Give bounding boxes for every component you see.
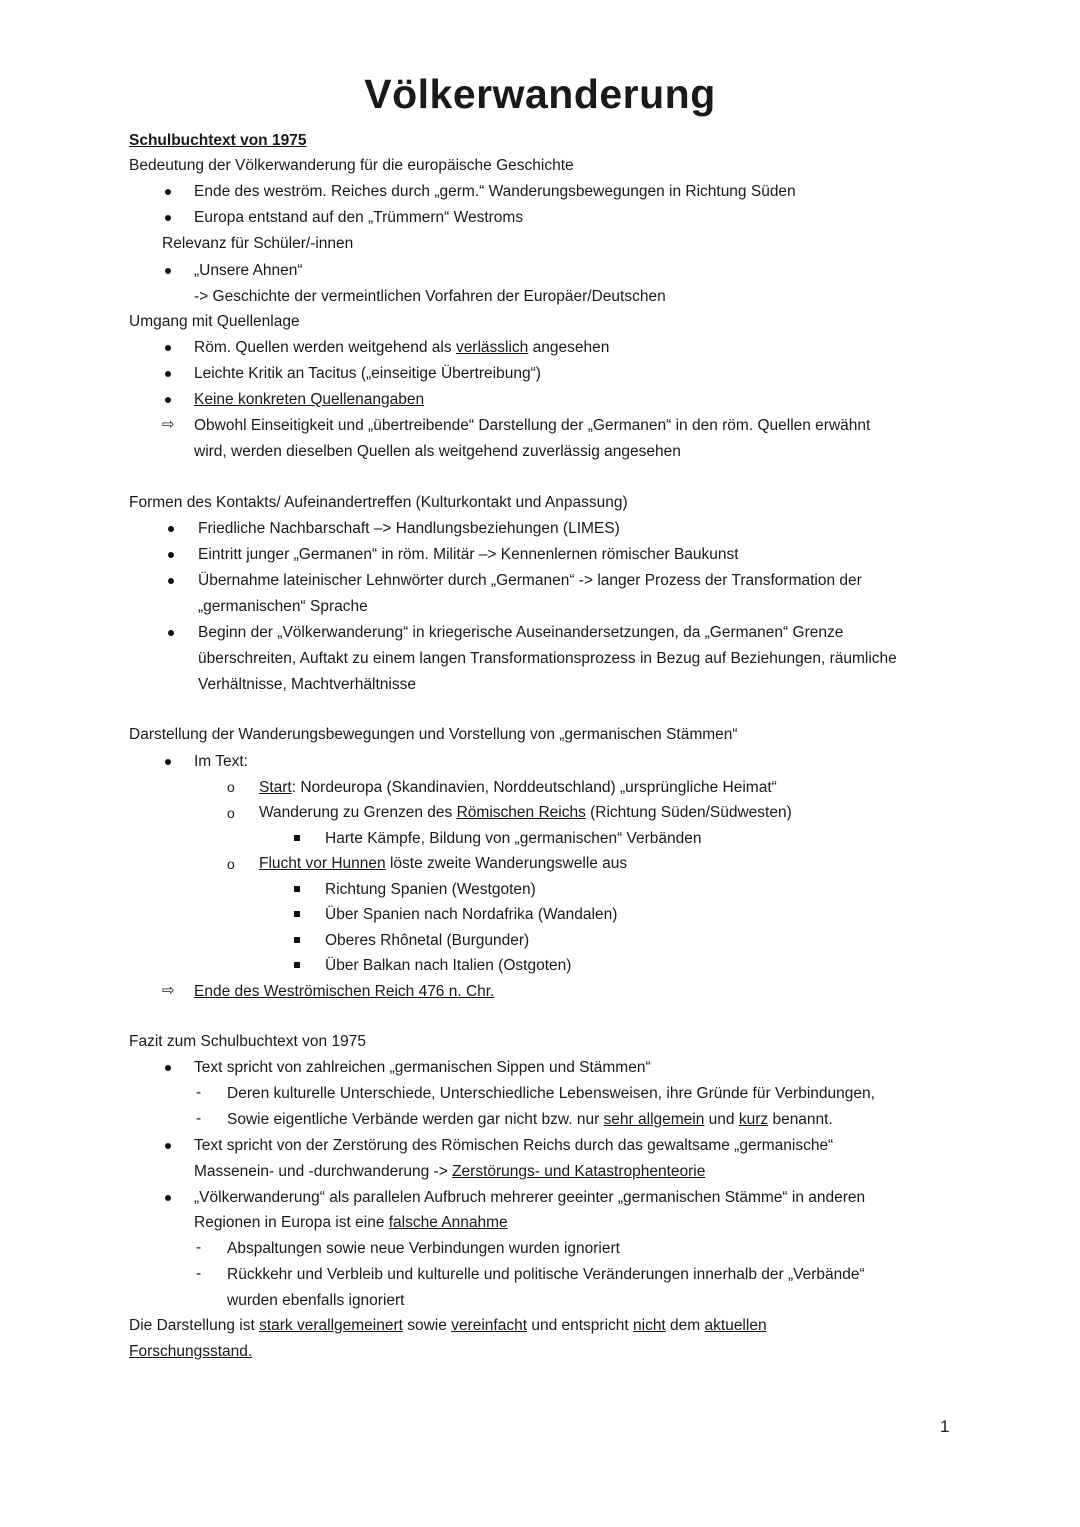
bullet-icon <box>168 526 174 532</box>
list-item-continuation: Verhältnisse, Machtverhältnisse <box>198 676 416 693</box>
list-item: Im Text: <box>194 753 248 770</box>
arrow-right-icon: ⇨ <box>162 416 175 433</box>
dash-bullet-icon: - <box>196 1239 202 1256</box>
page-number: 1 <box>940 1417 950 1436</box>
sub-sub-list-item: Über Balkan nach Italien (Ostgoten) <box>325 957 572 974</box>
list-item: Europa entstand auf den „Trümmern“ Westroms <box>194 209 524 226</box>
list-item: Keine konkreten Quellenangaben <box>194 391 425 408</box>
list-item-continuation: -> Geschichte der vermeintlichen Vorfahren der Europäer/Deutschen <box>194 288 666 305</box>
list-item: Text spricht von der Zerstörung des Römischen Reichs durch das gewaltsame „germanische“ <box>194 1137 834 1154</box>
bullet-icon <box>165 189 171 195</box>
square-bullet-icon <box>294 886 300 892</box>
section-heading-fazit: Fazit zum Schulbuchtext von 1975 <box>129 1033 366 1050</box>
sub-sub-list-item: Harte Kämpfe, Bildung von „germanischen“ Verbänden <box>325 830 702 847</box>
sub-list-item: Start: Nordeuropa (Skandinavien, Norddeutschland) „ursprüngliche Heimat“ <box>259 779 777 796</box>
bullet-icon <box>165 1143 171 1149</box>
list-item-continuation: überschreiten, Auftakt zu einem langen Transformationsprozess in Bezug auf Beziehungen, räumliche <box>198 650 897 667</box>
list-item: Friedliche Nachbarschaft –> Handlungsbeziehungen (LIMES) <box>198 520 620 537</box>
square-bullet-icon <box>294 937 300 943</box>
bullet-icon <box>165 215 171 221</box>
final-statement-continuation: Forschungsstand. <box>129 1343 253 1360</box>
bullet-icon <box>165 371 171 377</box>
list-item: Eintritt junger „Germanen“ in röm. Militär –> Kennenlernen römischer Baukunst <box>198 546 739 563</box>
list-item: Leichte Kritik an Tacitus („einseitige Übertreibung“) <box>194 365 541 382</box>
section-heading-kontakt: Formen des Kontakts/ Aufeinandertreffen (Kulturkontakt und Anpassung) <box>129 494 628 511</box>
bullet-icon <box>168 578 174 584</box>
sub-list-item: Abspaltungen sowie neue Verbindungen wurden ignoriert <box>227 1240 620 1257</box>
list-item: Ende des weström. Reiches durch „germ.“ Wanderungsbewegungen in Richtung Süden <box>194 183 796 200</box>
list-item: „Unsere Ahnen“ <box>194 262 303 279</box>
sub-list-item-continuation: wurden ebenfalls ignoriert <box>227 1292 405 1309</box>
bullet-icon <box>165 759 171 765</box>
square-bullet-icon <box>294 835 300 841</box>
list-item: „Völkerwanderung“ als parallelen Aufbruch mehrerer geeinter „germanischen Stämme“ in anderen <box>194 1189 866 1206</box>
circle-bullet-icon: o <box>227 805 235 821</box>
conclusion-line: Ende des Weströmischen Reich 476 n. Chr. <box>194 983 495 1000</box>
dash-bullet-icon: - <box>196 1265 202 1282</box>
square-bullet-icon <box>294 962 300 968</box>
sub-list-item: Rückkehr und Verbleib und kulturelle und politische Veränderungen innerhalb der „Verbände“ <box>227 1266 865 1283</box>
bullet-icon <box>165 1195 171 1201</box>
sub-list-item: Deren kulturelle Unterschiede, Unterschiedliche Lebensweisen, ihre Gründe für Verbindungen, <box>227 1085 875 1102</box>
dash-bullet-icon: - <box>196 1110 202 1127</box>
list-item-continuation: Regionen in Europa ist eine falsche Annahme <box>194 1214 508 1231</box>
conclusion-line: wird, werden dieselben Quellen als weitgehend zuverlässig angesehen <box>194 443 681 460</box>
subheading-relevanz: Relevanz für Schüler/-innen <box>162 235 354 252</box>
bullet-icon <box>168 630 174 636</box>
bullet-icon <box>165 397 171 403</box>
sub-sub-list-item: Oberes Rhônetal (Burgunder) <box>325 932 530 949</box>
arrow-right-icon: ⇨ <box>162 982 175 999</box>
section-heading-schulbuchtext: Schulbuchtext von 1975 <box>129 132 307 149</box>
page-title: Völkerwanderung <box>364 71 716 117</box>
list-item: Text spricht von zahlreichen „germanischen Sippen und Stämmen“ <box>194 1059 651 1076</box>
sub-list-item: Sowie eigentliche Verbände werden gar nicht bzw. nur sehr allgemein und kurz benannt. <box>227 1111 833 1128</box>
sub-list-item: Wanderung zu Grenzen des Römischen Reichs (Richtung Süden/Südwesten) <box>259 804 792 821</box>
bullet-icon <box>165 1065 171 1071</box>
bullet-icon <box>165 345 171 351</box>
subheading-bedeutung: Bedeutung der Völkerwanderung für die europäische Geschichte <box>129 157 574 174</box>
subheading-quellenlage: Umgang mit Quellenlage <box>129 313 300 330</box>
list-item-continuation: „germanischen“ Sprache <box>198 598 368 615</box>
section-heading-darstellung: Darstellung der Wanderungsbewegungen und Vorstellung von „germanischen Stämmen“ <box>129 726 738 743</box>
square-bullet-icon <box>294 911 300 917</box>
bullet-icon <box>165 268 171 274</box>
list-item-continuation: Massenein- und -durchwanderung -> Zerstörungs- und Katastrophenteorie <box>194 1163 706 1180</box>
list-item: Übernahme lateinischer Lehnwörter durch „Germanen“ -> langer Prozess der Transformation der <box>198 572 862 589</box>
list-item: Röm. Quellen werden weitgehend als verlässlich angesehen <box>194 339 610 356</box>
sub-list-item: Flucht vor Hunnen löste zweite Wanderungswelle aus <box>259 855 628 872</box>
circle-bullet-icon: o <box>227 779 235 795</box>
sub-sub-list-item: Richtung Spanien (Westgoten) <box>325 881 536 898</box>
list-item: Beginn der „Völkerwanderung“ in kriegerische Auseinandersetzungen, da „Germanen“ Grenze <box>198 624 844 641</box>
circle-bullet-icon: o <box>227 856 235 872</box>
sub-sub-list-item: Über Spanien nach Nordafrika (Wandalen) <box>325 906 618 923</box>
bullet-icon <box>168 552 174 558</box>
dash-bullet-icon: - <box>196 1084 202 1101</box>
conclusion-line: Obwohl Einseitigkeit und „übertreibende“ Darstellung der „Germanen“ in den röm. Quellen erwähnt <box>194 417 871 434</box>
final-statement: Die Darstellung ist stark verallgemeinert sowie vereinfacht und entspricht nicht dem aktuellen <box>129 1317 767 1334</box>
